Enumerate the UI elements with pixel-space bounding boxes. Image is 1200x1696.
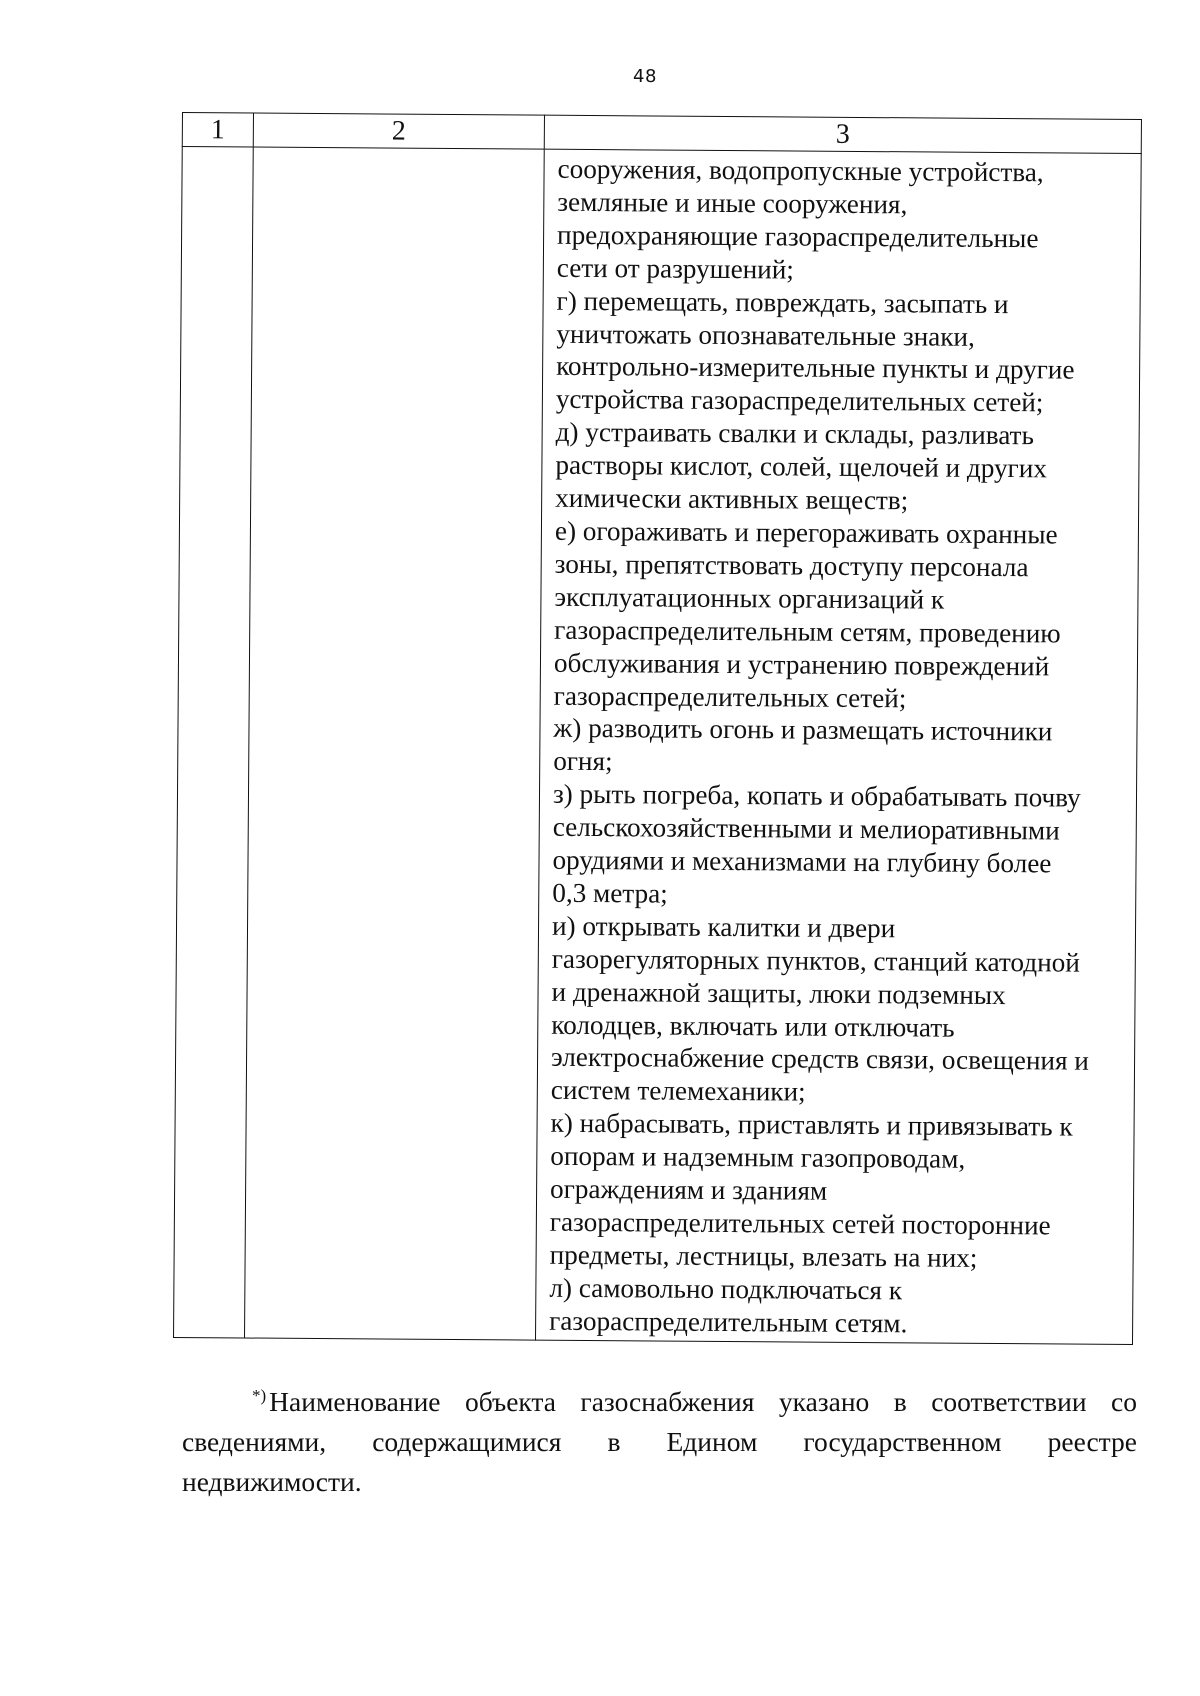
text-line: л) самовольно подключаться к: [549, 1272, 903, 1306]
text-line: газораспределительным сетям.: [549, 1305, 908, 1339]
text-line: ж) разводить огонь и размещать источники: [553, 713, 1053, 747]
text-line: опорам и надземным газопроводам,: [550, 1140, 966, 1174]
text-line: химически активных веществ;: [555, 482, 909, 516]
column-header-1: 1: [182, 113, 253, 148]
text-line: сооружения, водопропускные устройства,: [557, 153, 1044, 188]
text-line: г) перемещать, повреждать, засыпать и: [556, 285, 1009, 319]
table-cell-col1: [174, 147, 254, 1338]
text-line: колодцев, включать или отключать: [551, 1009, 955, 1043]
text-line: орудиями и механизмами на глубину более: [552, 844, 1052, 879]
text-line: устройства газораспределительных сетей;: [555, 384, 1044, 418]
column-header-2: 2: [253, 113, 544, 149]
text-line: предметы, лестницы, влезать на них;: [549, 1239, 978, 1273]
text-line: ограждениям и зданиям: [550, 1173, 828, 1206]
footnote-line: сведениями, содержащимися в Едином государственном реестре: [182, 1426, 1137, 1457]
text-line: эксплуатационных организаций к: [554, 581, 945, 615]
text-line: электроснабжение средств связи, освещения и: [550, 1042, 1089, 1077]
footnote-marker: *): [252, 1386, 267, 1405]
text-line: 0,3 метра;: [552, 877, 668, 909]
page-number: 48: [633, 66, 657, 87]
text-line: растворы кислот, солей, щелочей и других: [555, 449, 1048, 484]
table-row: [174, 147, 1142, 1345]
text-line: систем телемеханики;: [550, 1075, 806, 1107]
text-line: з) рыть погреба, копать и обрабатывать почву: [552, 778, 1081, 813]
text-line: контрольно-измерительные пункты и другие: [556, 351, 1075, 385]
text-line: земляные и иные сооружения,: [557, 186, 908, 220]
text-line: газорегуляторных пунктов, станций катодной: [551, 943, 1080, 978]
footnote: [182, 1376, 1137, 1502]
text-line: сети от разрушений;: [556, 252, 795, 285]
text-line: и) открывать калитки и двери: [551, 910, 896, 944]
footnote-line: [182, 1376, 1137, 1422]
footnote-line: недвижимости.: [182, 1466, 362, 1497]
text-line: огня;: [553, 746, 613, 777]
text-line: зоны, препятствовать доступу персонала: [554, 548, 1029, 583]
text-line: газораспределительным сетям, проведению: [554, 614, 1061, 649]
text-line: и дренажной защиты, люки подземных: [551, 976, 1006, 1010]
document-table: [173, 112, 1142, 1345]
column-header-3: 3: [544, 115, 1141, 153]
text-line: к) набрасывать, приставлять и привязывать к: [550, 1108, 1073, 1142]
restrictions-text: [536, 150, 1141, 1342]
table-cell-col2: [245, 147, 545, 1340]
text-line: д) устраивать свалки и склады, разливать: [555, 416, 1035, 451]
footnote-line-text: Наименование объекта газоснабжения указано в соответствии со: [269, 1386, 1137, 1417]
text-line: предохраняющие газораспределительные: [557, 219, 1039, 254]
text-line: сельскохозяйственными и мелиоративными: [552, 811, 1060, 846]
table-cell-col3: [536, 149, 1142, 1344]
text-line: газораспределительных сетей посторонние: [549, 1206, 1051, 1241]
text-line: обслуживания и устранению повреждений: [553, 647, 1050, 681]
text-line: уничтожать опознавательные знаки,: [556, 318, 975, 352]
text-line: газораспределительных сетей;: [553, 680, 907, 713]
text-line: е) огораживать и перегораживать охранные: [554, 515, 1058, 550]
